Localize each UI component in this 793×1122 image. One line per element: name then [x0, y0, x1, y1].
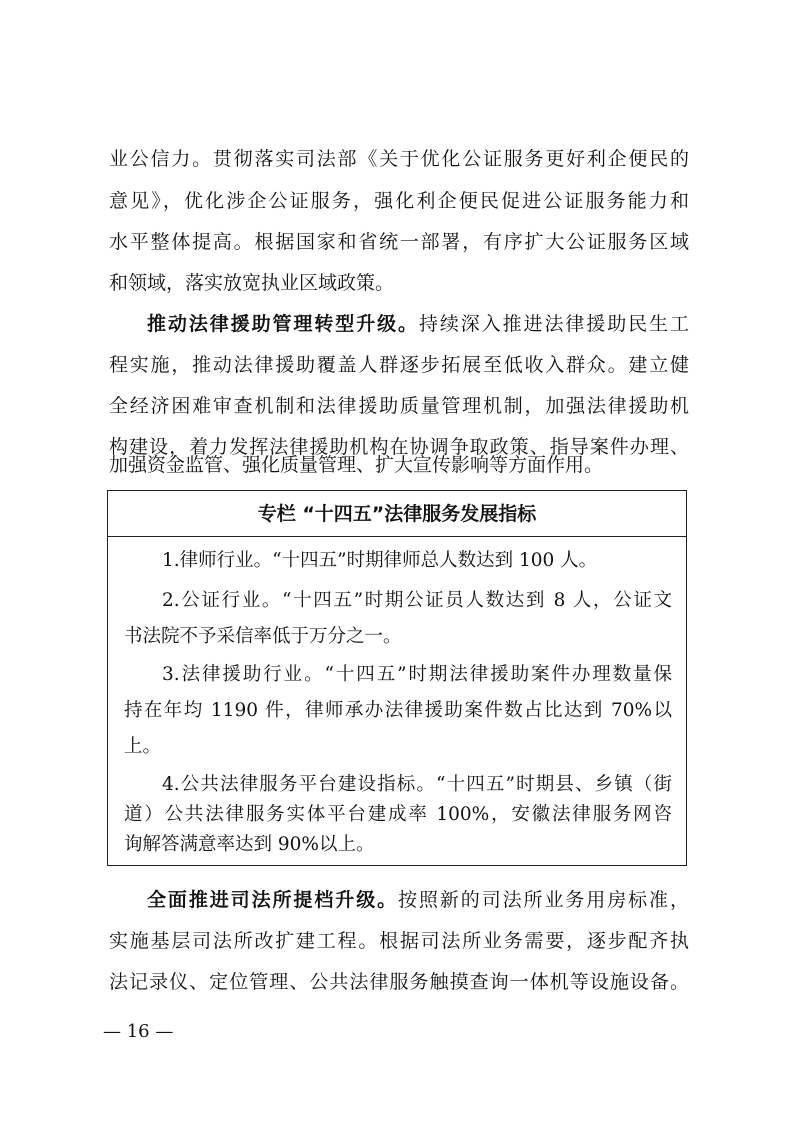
para3-heading: 全面推进司法所提档升级。 [147, 889, 399, 911]
box-item4-line-1: 4.公共法律服务平台建设指标。“十四五”时期县、乡镇（街 [162, 774, 672, 795]
box-item4-line-3: 询解答满意率达到 90%以上。 [124, 834, 375, 855]
para2-heading: 推动法律援助管理转型升级。 [147, 313, 419, 335]
box-item1-line-1: 1.律师行业。“十四五”时期律师总人数达到 100 人。 [162, 550, 598, 571]
para3-line-1 [147, 881, 689, 919]
box-item3-line-2: 持在年均 1190 件，律师承办法律援助案件数占比达到 70%以 [124, 700, 672, 721]
para3-first-rest: 按照新的司法所业务用房标准， [398, 889, 689, 911]
box-item3-line-3: 上。 [124, 736, 162, 757]
para2-line-2: 程实施，推动法律援助覆盖人群逐步拓展至低收入群众。建立健 [109, 354, 689, 376]
para2-line-5: 加强资金监管、强化质量管理、扩大宣传影响等方面作用。 [109, 454, 604, 476]
para1-line-4: 和领域，落实放宽执业区域政策。 [109, 272, 395, 294]
indicator-box [107, 490, 687, 866]
para2-first-rest: 持续深入推进法律援助民生工 [418, 313, 689, 335]
para3-line-3: 法记录仪、定位管理、公共法律服务触摸查询一体机等设施设备。 [109, 971, 689, 993]
box-item2-line-2: 书法院不予采信率低于万分之一。 [124, 626, 402, 647]
box-item4-line-2: 道）公共法律服务实体平台建成率 100%，安徽法律服务网咨 [124, 804, 672, 825]
para2-line-3: 全经济困难审查机制和法律援助质量管理机制，加强法律援助机 [109, 395, 689, 417]
box-item2-line-1: 2.公证行业。“十四五”时期公证员人数达到 8 人，公证文 [162, 590, 672, 611]
para3-line-2: 实施基层司法所改扩建工程。根据司法所业务需要，逐步配齐执 [109, 930, 689, 952]
para2-line-1 [147, 305, 689, 343]
para1-line-1: 业公信力。贯彻落实司法部《关于优化公证服务更好利企便民的 [109, 148, 689, 170]
para1-line-2: 意见》，优化涉企公证服务，强化利企便民促进公证服务能力和 [109, 190, 689, 212]
page-number: — 16 — [103, 1021, 174, 1042]
para1-line-3: 水平整体提高。根据国家和省统一部署，有序扩大公证服务区域 [109, 231, 689, 253]
box-item3-line-1: 3.法律援助行业。“十四五”时期法律援助案件办理数量保 [162, 664, 672, 685]
box-title: 专栏 “十四五”法律服务发展指标 [108, 491, 686, 537]
para2-line-4: 构建设，着力发挥法律援助机构在协调争取政策、指导案件办理、 [109, 436, 689, 458]
